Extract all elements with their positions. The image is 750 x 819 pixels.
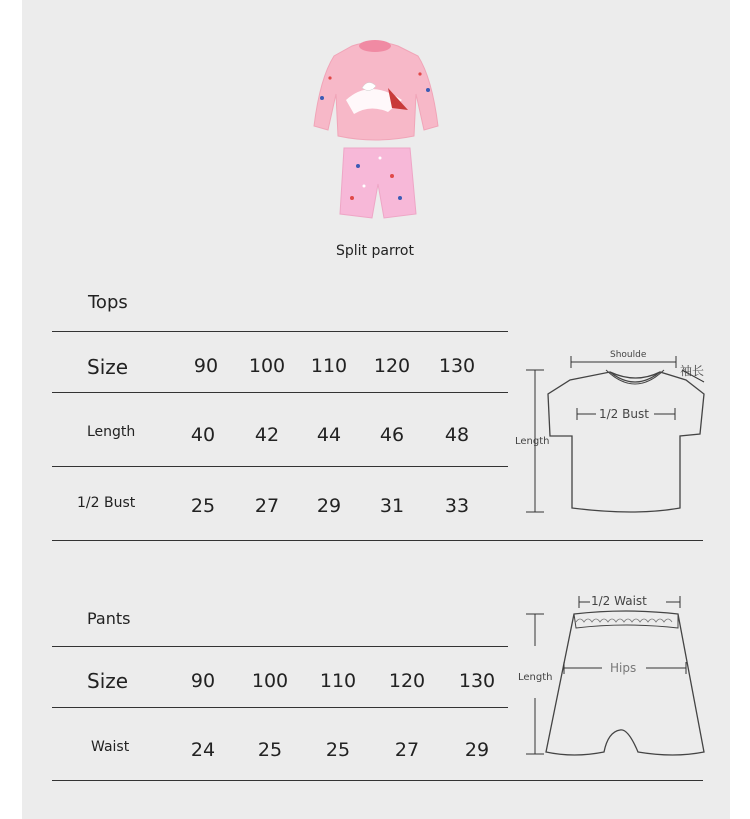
tops-bust-label: 1/2 Bust (77, 495, 136, 511)
shorts-outline-icon (546, 611, 704, 755)
pants-length-diagram-label: Length (518, 672, 553, 683)
tops-size-label: Size (87, 355, 129, 379)
tops-bust-120: 31 (379, 495, 405, 517)
pants-size-120: 120 (388, 670, 426, 692)
pants-hips-diagram-label: Hips (610, 661, 637, 675)
pants-size-100: 100 (251, 670, 289, 692)
tops-length-90: 40 (190, 424, 216, 446)
shorts-illustration (340, 148, 416, 218)
tops-length-100: 42 (254, 424, 280, 446)
pants-waist-120: 27 (394, 739, 420, 761)
pants-size-label: Size (87, 669, 129, 693)
tops-size-90: 90 (193, 355, 219, 377)
tops-sleeve-label: 袖长 (680, 364, 705, 378)
tops-length-120: 46 (379, 424, 405, 446)
pants-size-110: 110 (319, 670, 357, 692)
product-caption: Split parrot (336, 243, 414, 259)
pants-divider-bottom (52, 780, 703, 781)
tops-bust-130: 33 (444, 495, 470, 517)
tops-bust-110: 29 (316, 495, 342, 517)
pants-waist-label: Waist (91, 739, 130, 755)
pants-divider-top (52, 646, 508, 647)
tops-divider-top (52, 331, 508, 332)
tops-bust-diagram-label: 1/2 Bust (599, 407, 649, 421)
tops-divider-bottom (52, 540, 703, 541)
pants-title: Pants (87, 609, 131, 628)
pants-size-130: 130 (458, 670, 496, 692)
tops-length-130: 48 (444, 424, 470, 446)
tops-length-110: 44 (316, 424, 342, 446)
pants-waist-diagram-label: 1/2 Waist (591, 594, 647, 608)
pants-waist-100: 25 (257, 739, 283, 761)
tops-size-110: 110 (310, 355, 348, 377)
product-image (300, 38, 450, 224)
tops-title: Tops (88, 292, 128, 313)
pants-waist-110: 25 (325, 739, 351, 761)
tops-divider-1 (52, 392, 508, 393)
tops-bust-90: 25 (190, 495, 216, 517)
tops-divider-2 (52, 466, 508, 467)
tshirt-outline-icon (548, 372, 704, 512)
tops-bust-100: 27 (254, 495, 280, 517)
pants-waist-90: 24 (190, 739, 216, 761)
pants-size-90: 90 (190, 670, 216, 692)
tops-length-diagram-label: Length (515, 436, 550, 447)
tops-shoulder-label: Shoulde (610, 350, 647, 360)
tops-length-label: Length (87, 424, 136, 440)
tops-size-130: 130 (438, 355, 476, 377)
pants-divider-1 (52, 707, 508, 708)
tops-size-100: 100 (248, 355, 286, 377)
pants-waist-130: 29 (464, 739, 490, 761)
tops-size-120: 120 (373, 355, 411, 377)
